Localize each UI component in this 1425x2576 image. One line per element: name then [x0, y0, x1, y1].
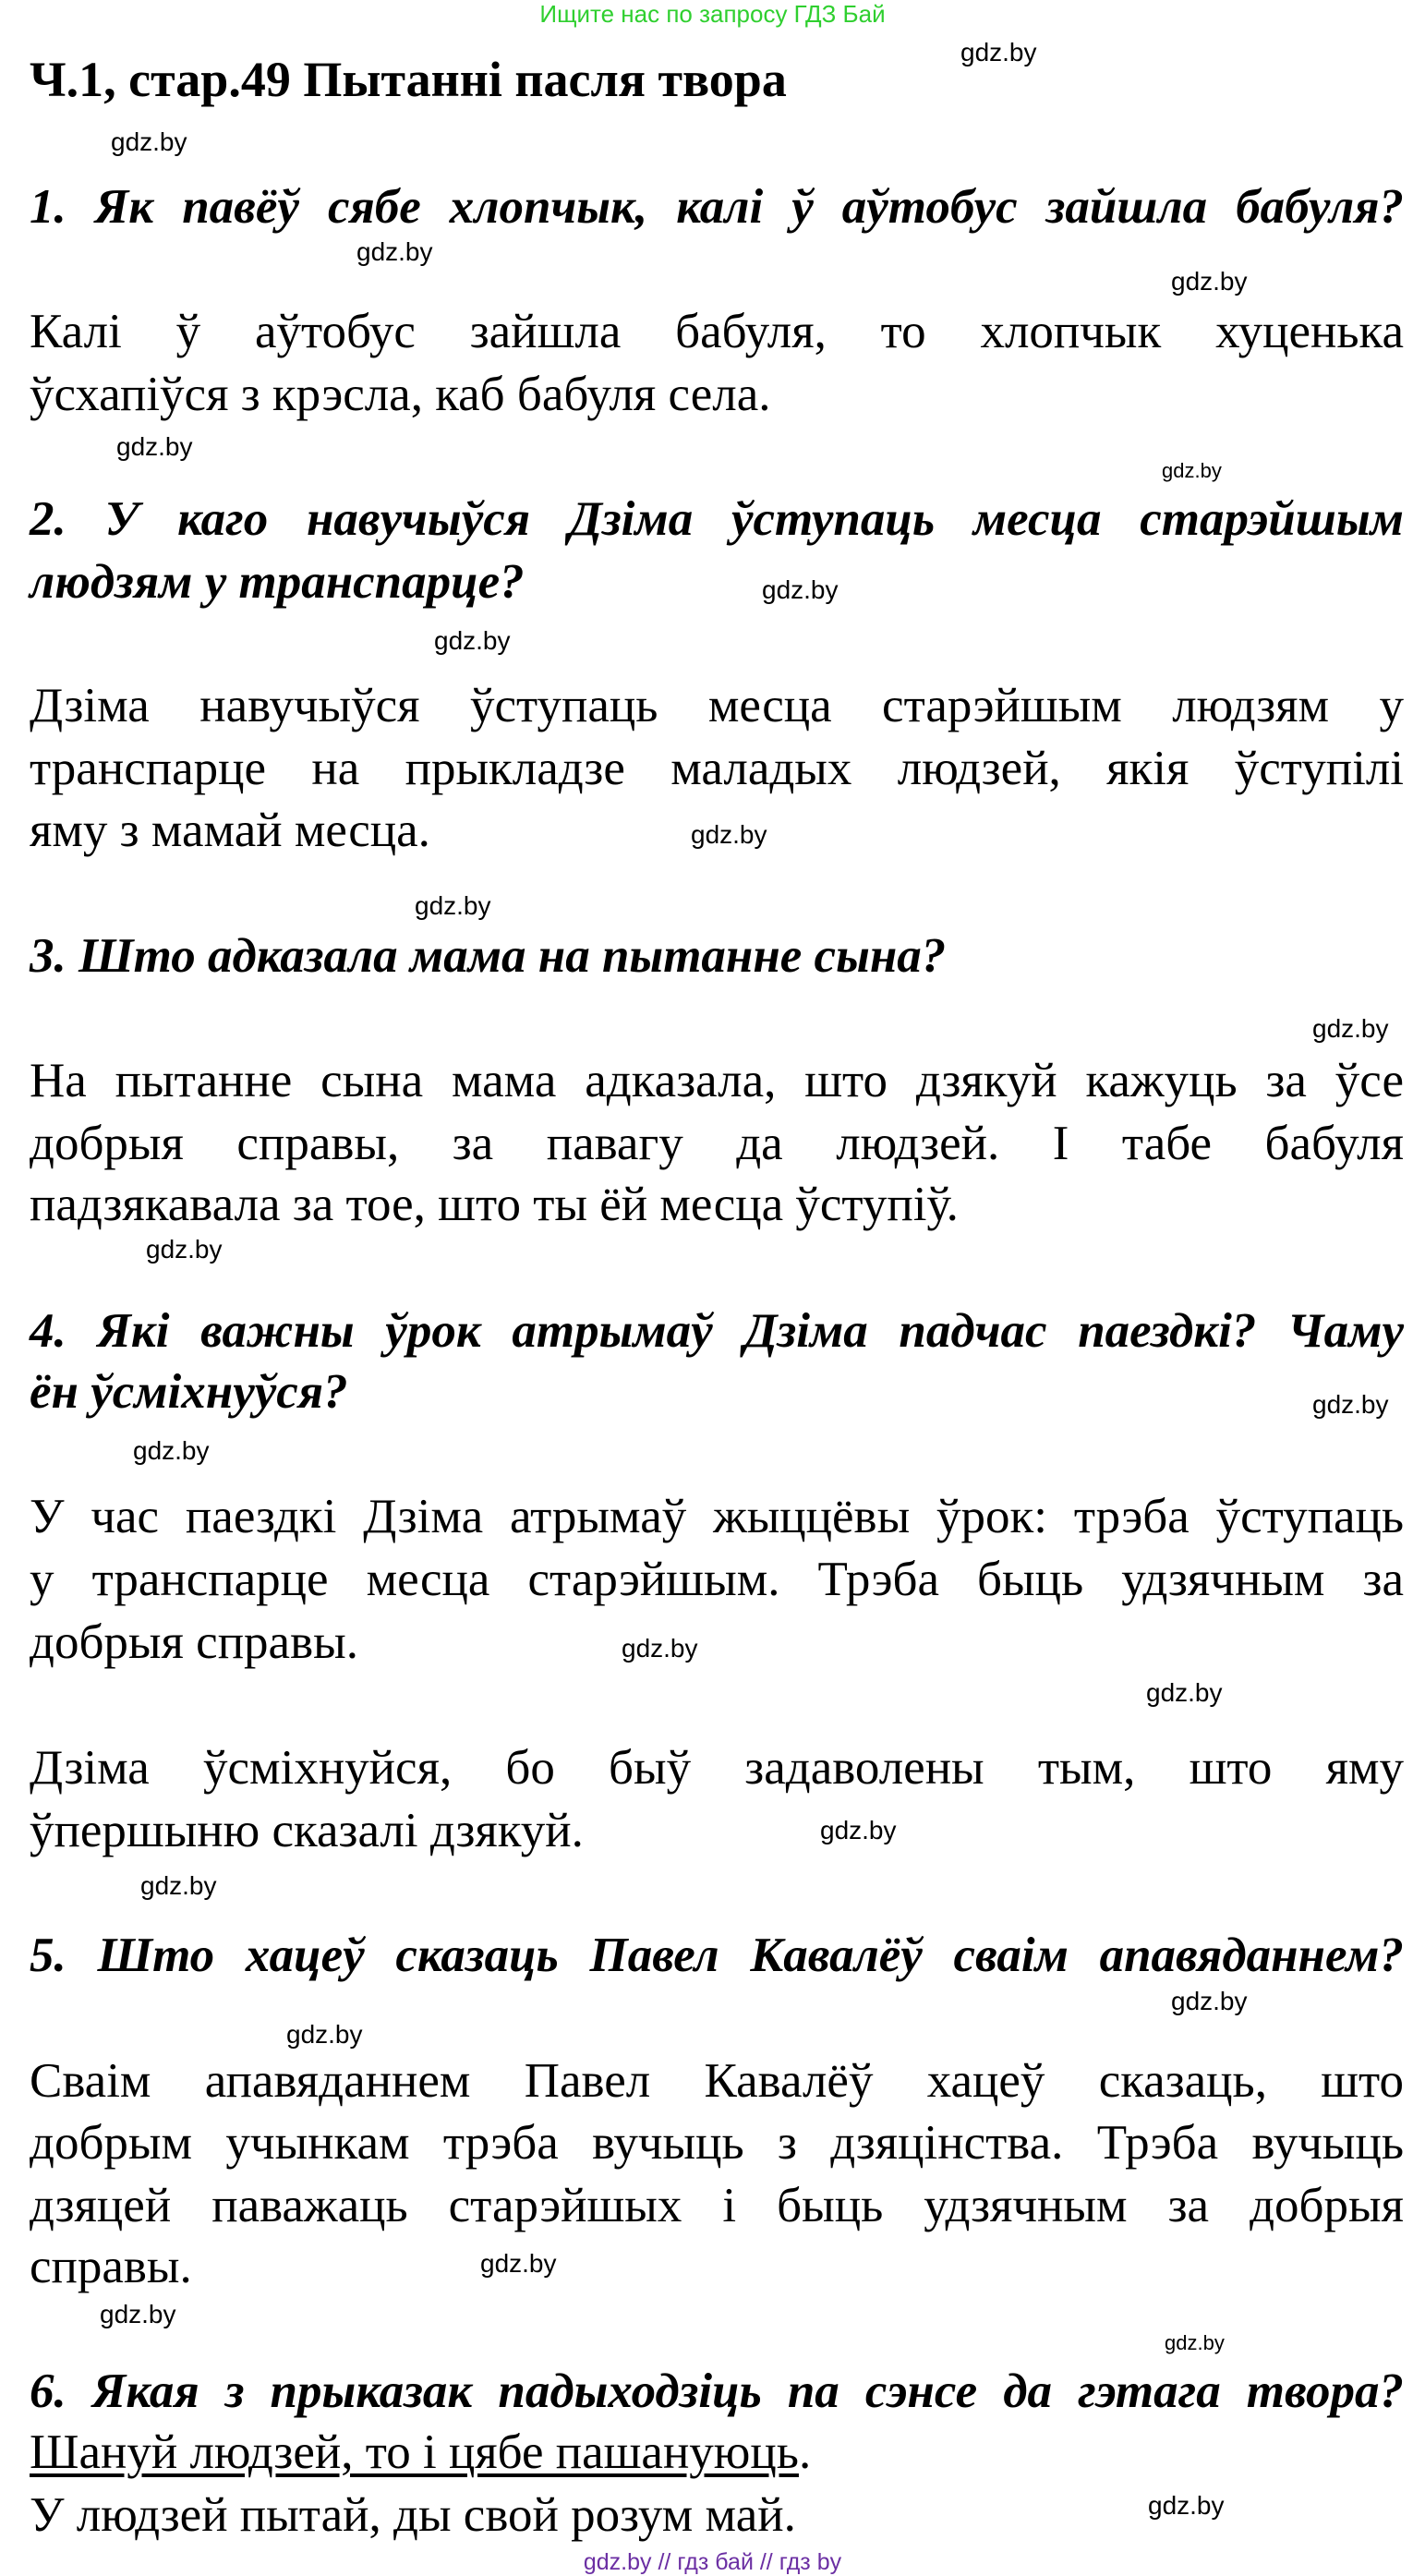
answer-4-line: у транспарце месца старэйшым. Трэба быць удзячным за — [30, 1553, 1404, 1606]
watermark: gdz.by — [1171, 1987, 1248, 2015]
proverb-answer — [30, 2425, 1404, 2480]
watermark: gdz.by — [100, 2300, 176, 2328]
watermark: gdz.by — [691, 820, 767, 849]
answer-2-line: Дзіма навучыўся ўступаць месца старэйшым людзям у — [30, 679, 1404, 732]
page-title: Ч.1, стар.49 Пытанні пасля твора — [30, 52, 787, 107]
proverb-period: . — [798, 2425, 812, 2479]
watermark: gdz.by — [622, 1634, 698, 1663]
question-2-line: 2. У каго навучыўся Дзіма ўступаць месца старэйшым — [30, 492, 1404, 546]
answer-4-line: добрыя справы. — [30, 1615, 358, 1669]
question-4-line: ён ўсміхнуўся? — [30, 1365, 348, 1419]
answer-3-line: добрыя справы, за павагу да людзей. І табе бабуля — [30, 1117, 1404, 1170]
watermark: gdz.by — [820, 1816, 897, 1844]
watermark: gdz.by — [762, 575, 839, 604]
watermark: gdz.by — [1146, 1678, 1223, 1707]
answer-4b-line: Дзіма ўсміхнуйся, бо быў задаволены тым, што яму — [30, 1741, 1404, 1795]
answer-5-line: дзяцей паважаць старэйшых і быць удзячным за добрыя — [30, 2179, 1404, 2232]
watermark: gdz.by — [1165, 2331, 1225, 2354]
answer-2-line: яму з мамай месца. — [30, 804, 430, 857]
answer-5-line: добрым учынкам трэба вучыць з дзяцінства. Трэба вучыць — [30, 2116, 1404, 2170]
answer-1-line: ўсхапіўся з крэсла, каб бабуля села. — [30, 368, 771, 421]
watermark: gdz.by — [116, 432, 193, 461]
question-2-line: людзям у транспарце? — [30, 555, 525, 609]
watermark: gdz.by — [356, 237, 433, 266]
proverb-underlined: Шануй людзей, то і цябе пашануюць — [30, 2425, 799, 2479]
answer-5-line: справы. — [30, 2240, 192, 2293]
answer-5-line: Сваім апавяданнем Павел Кавалёў хацеў сказаць, што — [30, 2054, 1404, 2108]
answer-3-line: На пытанне сына мама адказала, што дзякуй кажуць за ўсе — [30, 1054, 1404, 1107]
question-5: 5. Што хацеў сказаць Павел Кавалёў сваім апавяданнем? — [30, 1929, 1404, 1982]
question-6: 6. Якая з прыказак падыходзіць па сэнсе да гэтага твора? — [30, 2364, 1404, 2418]
answer-4-line: У час паездкі Дзіма атрымаў жыццёвы ўрок: трэба ўступаць — [30, 1490, 1404, 1543]
watermark: gdz.by — [1171, 267, 1248, 296]
answer-3-line: падзякавала за тое, што ты ёй месца ўступіў. — [30, 1178, 959, 1231]
search-banner[interactable]: Ищите нас по запросу ГДЗ Бай — [539, 0, 886, 28]
watermark: gdz.by — [1148, 2491, 1225, 2520]
answer-1-line: Калі ў аўтобус зайшла бабуля, то хлопчык хуценька — [30, 305, 1404, 358]
watermark: gdz.by — [133, 1436, 210, 1465]
answer-2-line: транспарце на прыкладзе маладых людзей, якія ўступілі — [30, 742, 1404, 795]
question-3: 3. Што адказала мама на пытанне сына? — [30, 929, 947, 983]
watermark: gdz.by — [1162, 459, 1222, 482]
watermark: gdz.by — [480, 2249, 557, 2278]
question-1: 1. Як павёў сябе хлопчык, калі ў аўтобус зайшла бабуля? — [30, 180, 1404, 234]
watermark: gdz.by — [1312, 1014, 1389, 1043]
watermark: gdz.by — [415, 891, 491, 920]
watermark: gdz.by — [146, 1235, 223, 1264]
watermark: gdz.by — [111, 127, 187, 156]
footer-links[interactable]: gdz.by // гдз бай // гдз by — [583, 2549, 842, 2575]
answer-4b-line: ўпершыню сказалі дзякуй. — [30, 1804, 584, 1857]
proverb-line: У людзей пытай, ды свой розум май. — [30, 2488, 796, 2542]
watermark: gdz.by — [286, 2020, 363, 2049]
watermark: gdz.by — [1312, 1390, 1389, 1419]
watermark: gdz.by — [434, 626, 511, 655]
question-4-line: 4. Які важны ўрок атрымаў Дзіма падчас паездкі? Чаму — [30, 1304, 1404, 1358]
watermark: gdz.by — [960, 38, 1037, 67]
watermark: gdz.by — [140, 1871, 217, 1900]
